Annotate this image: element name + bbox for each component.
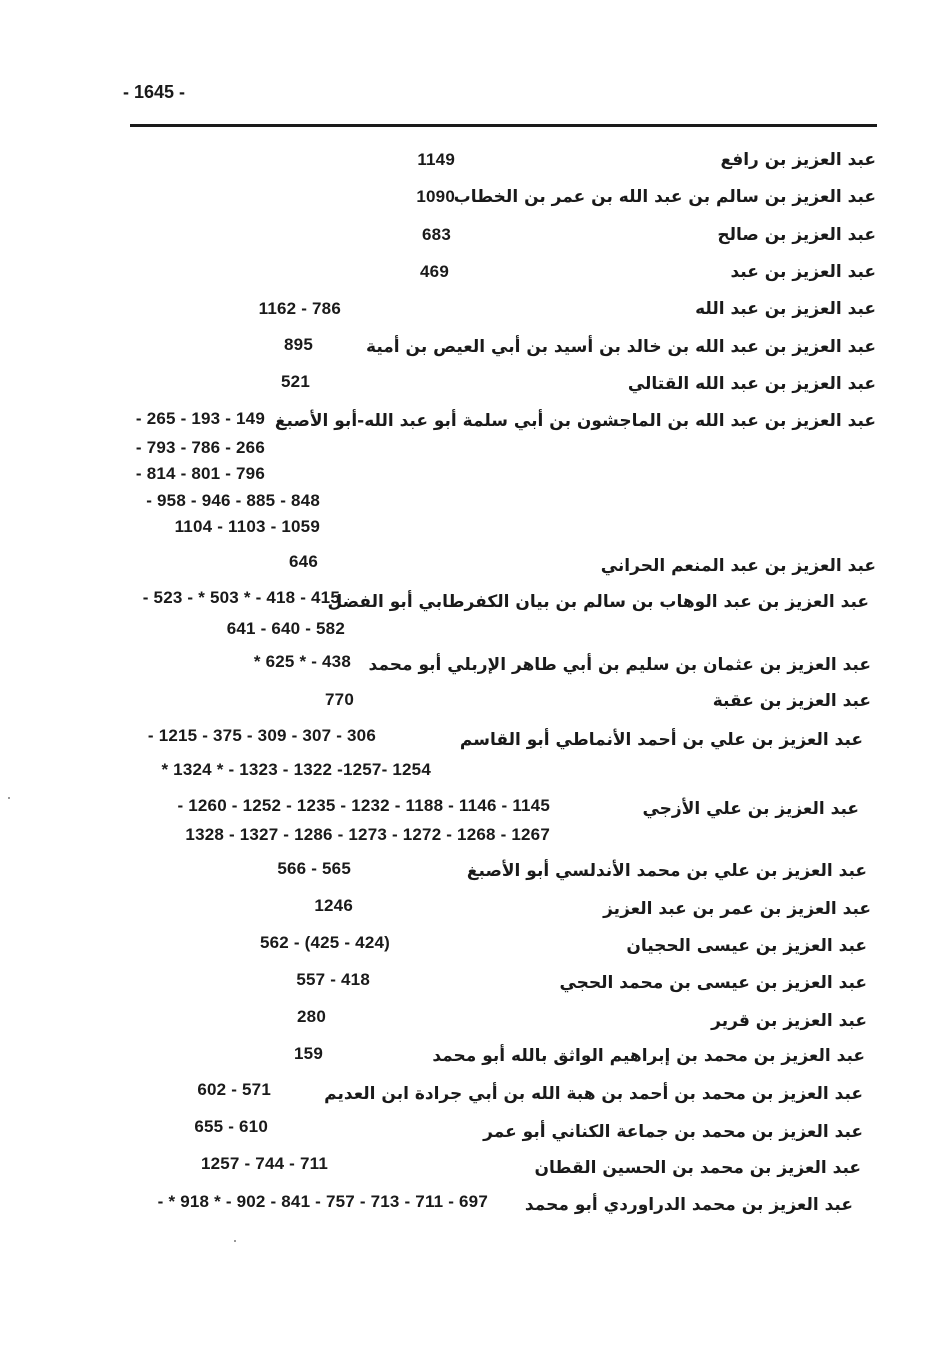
entry-name: عبد العزيز بن محمد بن الحسين القطان (534, 1158, 861, 1178)
entry-pages: 557 - 418 (296, 970, 370, 989)
entry-name: عبد العزيز بن صالح (717, 225, 876, 245)
entry-name: عبد العزيز بن محمد بن إبراهيم الواثق بالله أبو محمد (432, 1046, 865, 1066)
entry-name: عبد العزيز بن عمر بن عبد العزيز (603, 899, 871, 919)
entry-pages: - 265 - 193 - 149 (135, 409, 265, 428)
entry-pages: 159 (294, 1044, 323, 1063)
entry-name: عبد العزيز بن عبد الله القتالي (627, 374, 876, 394)
entry-pages: - 1260 - 1252 - 1235 - 1232 - 1188 - 1146 - 1145 (177, 796, 550, 815)
entry-pages: 521 (281, 372, 310, 391)
header-rule (130, 124, 877, 127)
entry-name: عبد العزيز بن عبد الله بن خالد بن أسيد بن أبي العيص بن أمية (366, 337, 876, 357)
entry-pages: - 814 - 801 - 796 (135, 464, 265, 483)
entry-name: عبد العزيز بن علي الأزجي (642, 799, 859, 819)
entry-name: عبد العزيز بن عيسى الحجيان (626, 936, 867, 956)
entry-pages: 469 (420, 262, 449, 281)
entry-pages: 1162 - 786 (258, 299, 341, 318)
entry-pages: 1257 - 744 - 711 (200, 1154, 328, 1173)
entry-pages: - 1215 - 375 - 309 - 307 - 306 (147, 726, 376, 745)
entry-pages: 1090 (416, 187, 455, 206)
entry-name: عبد العزيز بن محمد بن جماعة الكناني أبو عمر (483, 1122, 863, 1142)
entry-name: عبد العزيز بن عيسى بن محمد الحجي (559, 973, 867, 993)
entry-name: عبد العزيز بن محمد بن أحمد بن هبة الله بن أبي جرادة ابن العديم (324, 1084, 863, 1104)
entry-pages: 562 - (425 - 424) (259, 933, 390, 952)
entry-name: عبد العزيز بن عثمان بن سليم بن أبي طاهر الإربلي أبو محمد (368, 655, 871, 675)
entry-pages: - * 918 * - 902 - 841 - 757 - 713 - 711 - 697 (157, 1192, 488, 1211)
entry-pages: 646 (289, 552, 318, 571)
entry-name: عبد العزيز بن قرير (711, 1011, 867, 1031)
entry-pages: 566 - 565 (277, 859, 351, 878)
entry-pages: 641 - 640 - 582 (226, 619, 345, 638)
entry-name: عبد العزيز بن عبد الله بن الماجشون بن أبي سلمة أبو عبد الله-أبو الأصبغ (274, 411, 876, 431)
entry-pages: 1149 (417, 150, 455, 169)
entry-pages: - 523 - * 503 * - 418 - 415 (142, 588, 340, 607)
entry-pages: - 958 - 946 - 885 - 848 (146, 491, 320, 510)
entry-name: عبد العزيز بن عبد المنعم الحراني (600, 556, 876, 576)
entry-pages: 770 (325, 690, 354, 709)
page-number: - 1645 - (123, 82, 186, 102)
entry-name: عبد العزيز بن علي بن أحمد الأنماطي أبو القاسم (459, 730, 863, 750)
entry-pages: 602 - 571 (197, 1080, 271, 1099)
entry-pages: 280 (297, 1007, 326, 1026)
entry-name: عبد العزيز بن عبد (730, 262, 876, 282)
entry-pages: 683 (422, 225, 451, 244)
entry-pages: * 1324 * - 1323 - 1322 -1257- 1254 (161, 760, 431, 779)
entry-name: عبد العزيز بن علي بن محمد الأندلسي أبو الأصبغ (466, 861, 867, 881)
entry-name: عبد العزيز بن عبد الله (695, 299, 876, 319)
entry-name: عبد العزيز بن محمد الدراوردي أبو محمد (524, 1195, 853, 1215)
entry-name: عبد العزيز بن عبد الوهاب بن سالم بن بيان الكفرطابي أبو الفضل (327, 592, 869, 612)
entry-pages: 895 (284, 335, 313, 354)
entry-pages: * 625 * - 438 (253, 652, 351, 671)
entry-pages: 1328 - 1327 - 1286 - 1273 - 1272 - 1268 - 1267 (185, 825, 550, 844)
entry-pages: 655 - 610 (194, 1117, 268, 1136)
entry-pages: - 793 - 786 - 266 (135, 438, 265, 457)
entry-name: عبد العزيز بن سالم بن عبد الله بن عمر بن الخطاب (453, 187, 876, 207)
entry-pages: 1246 (314, 896, 353, 915)
entry-name: عبد العزيز بن عقبة (712, 691, 871, 711)
entry-pages: 1104 - 1103 - 1059 (174, 517, 320, 536)
scan-speck (8, 797, 10, 799)
scan-speck (234, 1240, 236, 1242)
entry-name: عبد العزيز بن رافع (720, 150, 876, 170)
